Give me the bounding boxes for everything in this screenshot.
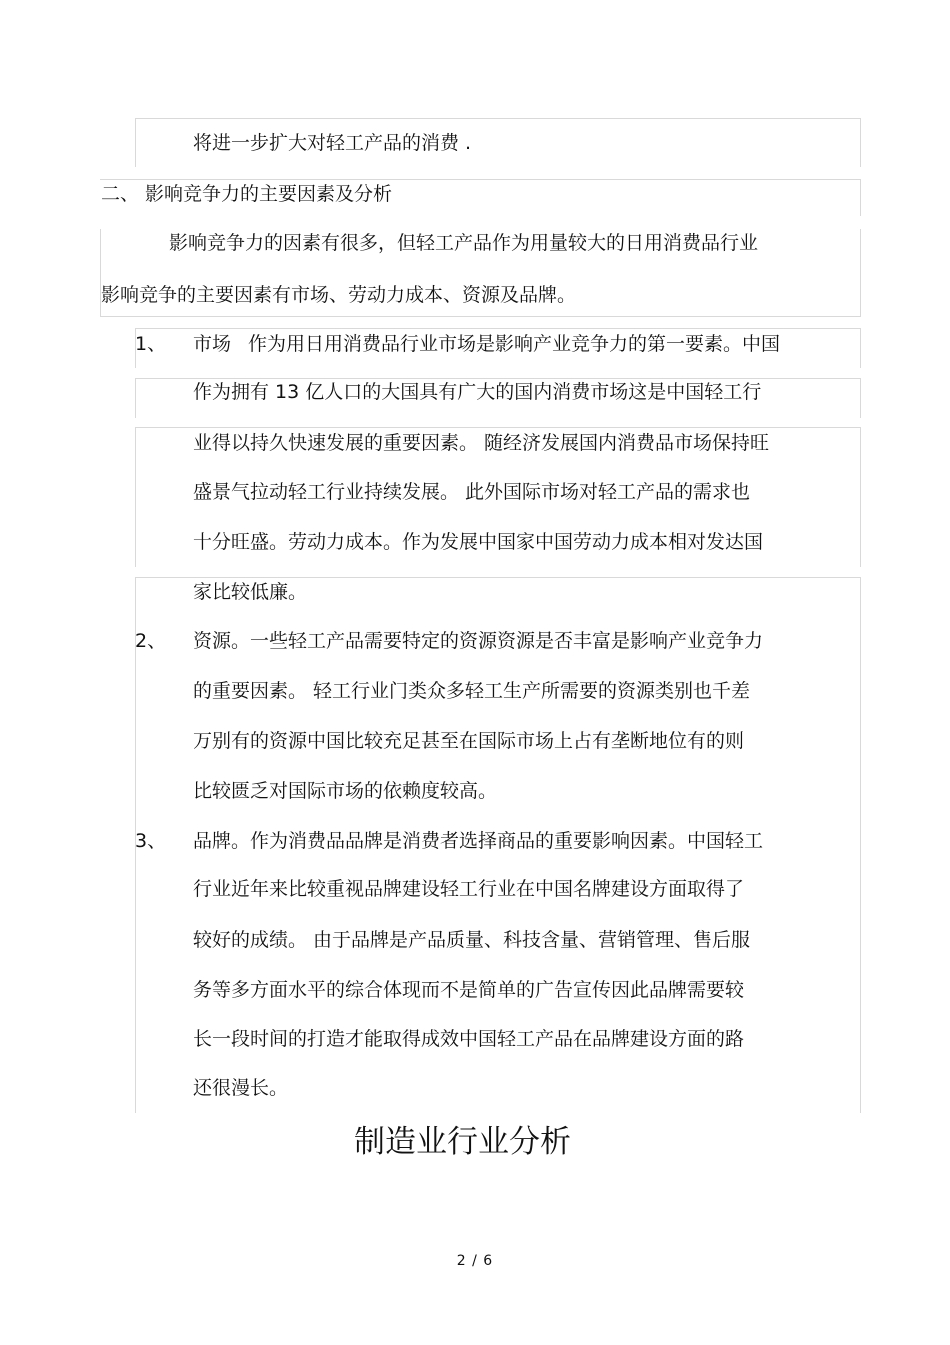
paragraph-line: 还很漫长。 <box>193 1077 289 1099</box>
paragraph-line: 长一段时间的打造才能取得成效中国轻工产品在品牌建设方面的路 <box>193 1028 745 1050</box>
paragraph-line: 资源。一些轻工产品需要特定的资源资源是否丰富是影响产业竞争力 <box>193 630 764 652</box>
paragraph-line: 十分旺盛。劳动力成本。作为发展中国家中国劳动力成本相对发达国 <box>193 531 764 553</box>
paragraph-line: 万别有的资源中国比较充足甚至在国际市场上占有垄断地位有的则 <box>193 730 745 752</box>
page-footer-title: 制造业行业分析 <box>354 1124 571 1160</box>
paragraph-line: 的重要因素。 轻工行业门类众多轻工生产所需要的资源类别也千差 <box>193 680 751 702</box>
page-number: 2 / 6 <box>456 1253 494 1269</box>
paragraph-line: 将进一步扩大对轻工产品的消费 . <box>193 132 472 154</box>
list-number: 2、 <box>135 630 167 652</box>
paragraph-line: 作为拥有 13 亿人口的大国具有广大的国内消费市场这是中国轻工行 <box>193 381 762 403</box>
paragraph-line: 作为用日用消费品行业市场是影响产业竞争力的第一要素。中国 <box>248 333 781 355</box>
paragraph-line: 影响竞争的主要因素有市场、劳动力成本、资源及品牌。 <box>101 284 577 306</box>
paragraph-line: 行业近年来比较重视品牌建设轻工行业在中国名牌建设方面取得了 <box>193 878 745 900</box>
paragraph-line: 盛景气拉动轻工行业持续发展。 此外国际市场对轻工产品的需求也 <box>193 481 751 503</box>
paragraph-line: 较好的成绩。 由于品牌是产品质量、科技含量、营销管理、售后服 <box>193 929 751 951</box>
paragraph-line: 务等多方面水平的综合体现而不是简单的广告宣传因此品牌需要较 <box>193 979 745 1001</box>
paragraph-line: 影响竞争力的因素有很多，但轻工产品作为用量较大的日用消费品行业 <box>169 232 759 254</box>
paragraph-line: 家比较低廉。 <box>193 581 308 603</box>
list-number: 3、 <box>135 830 167 852</box>
list-item-lead: 市场 <box>193 333 232 355</box>
paragraph-line: 品牌。作为消费品品牌是消费者选择商品的重要影响因素。中国轻工 <box>193 830 764 852</box>
paragraph-line: 比较匮乏对国际市场的依赖度较高。 <box>193 780 498 802</box>
paragraph-line: 业得以持久快速发展的重要因素。 随经济发展国内消费品市场保持旺 <box>193 432 770 454</box>
section-heading: 二、 影响竞争力的主要因素及分析 <box>101 183 393 205</box>
list-number: 1、 <box>135 333 167 355</box>
